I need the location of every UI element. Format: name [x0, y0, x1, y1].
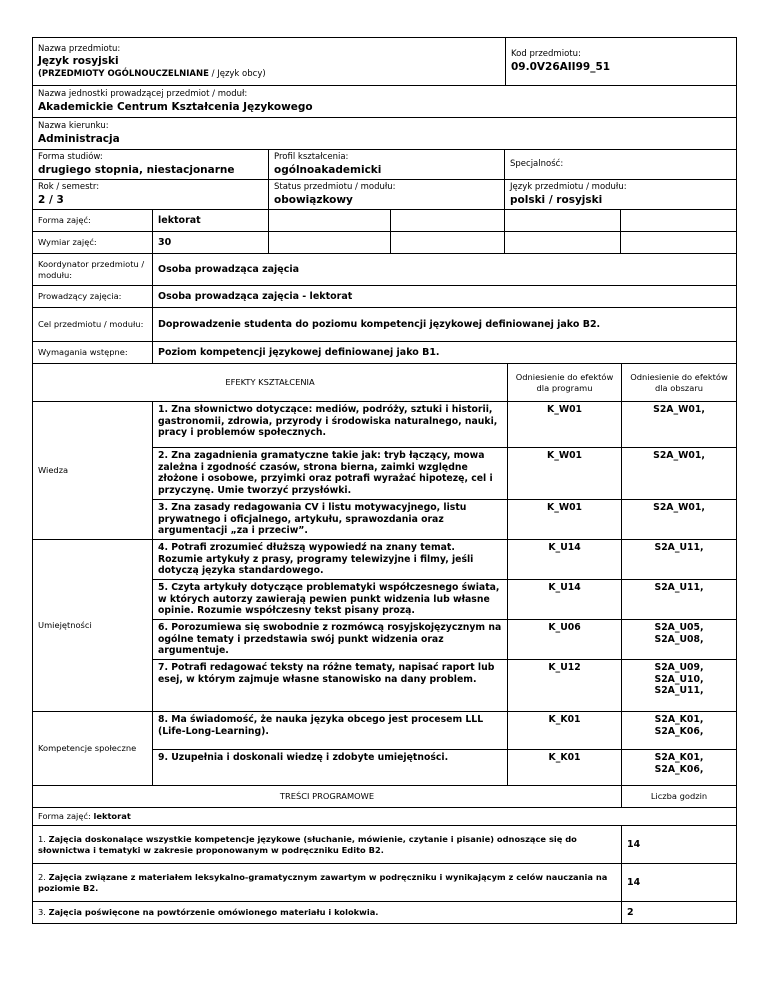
profile-label: Profil kształcenia: — [274, 152, 349, 163]
req-label: Wymagania wstępne: — [33, 342, 153, 364]
course-syllabus — [32, 37, 736, 924]
content-row-number: 2. — [38, 872, 46, 883]
coord-value: Osoba prowadząca zajęcia — [153, 254, 737, 286]
content-row — [33, 902, 622, 924]
col-area-header: Odniesienie do efektów dla obszaru — [622, 364, 737, 402]
field-label: Nazwa kierunku: — [38, 121, 109, 132]
outcome-program-ref: K_W01 — [508, 402, 622, 448]
content-table — [32, 785, 737, 924]
info-table — [32, 149, 737, 254]
content-row-number: 1. — [38, 834, 46, 845]
outcome-area-ref: S2A_U11, — [622, 580, 737, 620]
outcome-text: 4. Potrafi zrozumieć dłuższą wypowiedź na znany temat. Rozumie artykuły z prasy, programy telewizyjne i filmy, jeśli dotyczą języka standardowego. — [153, 540, 508, 580]
outcomes-table — [32, 363, 737, 786]
code-label: Kod przedmiotu: — [511, 49, 581, 60]
lang-value: polski / rosyjski — [510, 193, 603, 206]
teacher-label: Prowadzący zajęcia: — [33, 286, 153, 308]
outcome-text: 9. Uzupełnia i doskonali wiedzę i zdobyte umiejętności. — [153, 750, 508, 786]
content-row — [33, 864, 622, 902]
classform-value: lektorat — [153, 210, 269, 232]
outcome-program-ref: K_W01 — [508, 448, 622, 500]
year-value: 2 / 3 — [38, 193, 64, 206]
coord-label: Koordynator przedmiotu / modułu: — [33, 254, 153, 286]
content-form-value: lektorat — [93, 811, 131, 822]
outcome-text: 8. Ma świadomość, że nauka języka obcego jest procesem LLL (Life-Long-Learning). — [153, 712, 508, 750]
unit-cell — [33, 86, 737, 118]
study-form-value: drugiego stopnia, niestacjonarne — [38, 163, 235, 176]
spec-label: Specjalność: — [510, 159, 564, 170]
outcome-group-name: Wiedza — [33, 402, 153, 540]
content-form — [33, 808, 737, 826]
header-table — [32, 37, 737, 150]
outcome-area-ref: S2A_W01, — [622, 500, 737, 540]
hours-label: Wymiar zajęć: — [33, 232, 153, 254]
content-row-text: Zajęcia doskonalące wszystkie kompetencje językowe (słuchanie, mówienie, czytanie i pisanie) odnoszące się do słownictwa i tematyki w zakresie proponowanym w podręczniku Edito B2. — [38, 834, 577, 855]
outcome-group-name: Kompetencje społeczne — [33, 712, 153, 786]
outcome-text: 2. Zna zagadnienia gramatyczne takie jak: tryb łączący, mowa zależna i zgodność czasów, strona bierna, zaimki względne złożone i osobowe, przyimki oraz potrafi wyrażać hipotezę, cel i przyczynę. Umie tworzyć przysłówki. — [153, 448, 508, 500]
content-row-text: Zajęcia poświęcone na powtórzenie omówionego materiału i kolokwia. — [48, 907, 379, 918]
outcome-text: 5. Czyta artykuły dotyczące problematyki współczesnego świata, w których autorzy zawierają pewien punkt widzenia lub własne opinie. Rozumie współczesny tekst pisany prozą. — [153, 580, 508, 620]
outcomes-title: EFEKTY KSZTAŁCENIA — [33, 364, 508, 402]
subject-cell — [33, 38, 506, 86]
lang-label: Język przedmiotu / modułu: — [510, 182, 627, 193]
subject-group-rest: / Język obcy) — [211, 68, 266, 79]
outcome-area-ref: S2A_U11, — [622, 540, 737, 580]
year-cell — [33, 180, 269, 210]
unit-label: Nazwa jednostki prowadzącej przedmiot / moduł: — [38, 89, 248, 100]
content-title: TREŚCI PROGRAMOWE — [33, 786, 622, 808]
study-form-label: Forma studiów: — [38, 152, 103, 163]
outcome-text: 7. Potrafi redagować teksty na różne tematy, napisać raport lub esej, w którym zajmuje własne stanowisko na dany problem. — [153, 660, 508, 712]
content-row-hours: 2 — [622, 902, 737, 924]
content-row-hours: 14 — [622, 826, 737, 864]
study-form-cell — [33, 150, 269, 180]
content-row-hours: 14 — [622, 864, 737, 902]
outcome-program-ref: K_U12 — [508, 660, 622, 712]
code-value: 09.0V26AII99_51 — [511, 60, 611, 73]
field-cell — [33, 118, 737, 150]
content-hours-header: Liczba godzin — [622, 786, 737, 808]
outcome-text: 3. Zna zasady redagowania CV i listu motywacyjnego, listu prywatnego i oficjalnego, artykułu, sprawozdania oraz argumentacji „za i przeciw”. — [153, 500, 508, 540]
teacher-value: Osoba prowadząca zajęcia - lektorat — [153, 286, 737, 308]
year-label: Rok / semestr: — [38, 182, 100, 193]
status-label: Status przedmiotu / modułu: — [274, 182, 396, 193]
outcome-program-ref: K_U14 — [508, 540, 622, 580]
outcome-program-ref: K_W01 — [508, 500, 622, 540]
outcome-program-ref: K_U14 — [508, 580, 622, 620]
lang-cell — [505, 180, 737, 210]
col-program-header: Odniesienie do efektów dla programu — [508, 364, 622, 402]
subject-group: (PRZEDMIOTY OGÓLNOUCZELNIANE — [38, 68, 209, 79]
goal-label: Cel przedmiotu / modułu: — [33, 308, 153, 342]
profile-value: ogólnoakademicki — [274, 163, 382, 176]
content-form-label: Forma zajęć: — [38, 811, 91, 822]
outcome-group-name: Umiejętności — [33, 540, 153, 712]
outcome-area-ref: S2A_U05, S2A_U08, — [622, 620, 737, 660]
spec-cell — [505, 150, 737, 180]
outcome-program-ref: K_U06 — [508, 620, 622, 660]
people-table — [32, 253, 737, 364]
goal-value: Doprowadzenie studenta do poziomu kompetencji językowej definiowanej jako B2. — [153, 308, 737, 342]
outcome-area-ref: S2A_W01, — [622, 402, 737, 448]
outcome-area-ref: S2A_K01, S2A_K06, — [622, 712, 737, 750]
req-value: Poziom kompetencji językowej definiowanej jako B1. — [153, 342, 737, 364]
outcome-program-ref: K_K01 — [508, 750, 622, 786]
content-row-text: Zajęcia związane z materiałem leksykalno-gramatycznym zawartym w podręczniku i wynikającym z celów nauczania na poziomie B2. — [38, 872, 608, 893]
outcome-text: 6. Porozumiewa się swobodnie z rozmówcą rosyjskojęzycznym na ogólne tematy i przedstawia swój punkt widzenia oraz argumentuje. — [153, 620, 508, 660]
subject-label: Nazwa przedmiotu: — [38, 43, 121, 54]
content-row — [33, 826, 622, 864]
unit-value: Akademickie Centrum Kształcenia Językowego — [38, 100, 313, 113]
status-value: obowiązkowy — [274, 193, 353, 206]
outcome-area-ref: S2A_W01, — [622, 448, 737, 500]
classform-label: Forma zajęć: — [33, 210, 153, 232]
profile-cell — [269, 150, 505, 180]
status-cell — [269, 180, 505, 210]
outcome-program-ref: K_K01 — [508, 712, 622, 750]
subject-name: Język rosyjski — [38, 55, 119, 68]
code-cell — [506, 38, 737, 86]
outcome-area-ref: S2A_K01, S2A_K06, — [622, 750, 737, 786]
outcome-text: 1. Zna słownictwo dotyczące: mediów, podróży, sztuki i historii, gastronomii, zdrowia, przyrody i środowiska naturalnego, nauki, pracy i problemów społecznych. — [153, 402, 508, 448]
outcome-area-ref: S2A_U09, S2A_U10, S2A_U11, — [622, 660, 737, 712]
hours-value: 30 — [153, 232, 269, 254]
content-row-number: 3. — [38, 907, 46, 918]
field-value: Administracja — [38, 132, 120, 145]
